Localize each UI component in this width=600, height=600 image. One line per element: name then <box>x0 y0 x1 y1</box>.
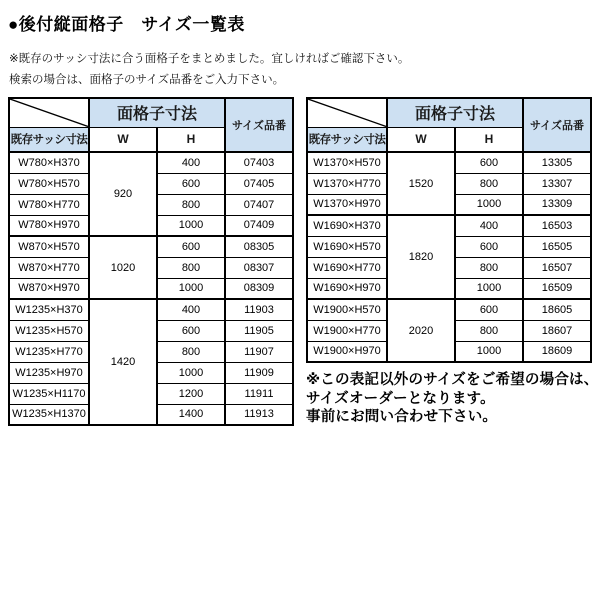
grille-height-cell: 600 <box>157 173 225 194</box>
grille-height-cell: 600 <box>157 236 225 257</box>
sash-size-cell: W1235×H970 <box>9 362 89 383</box>
sash-size-cell: W870×H970 <box>9 278 89 299</box>
size-code-header: サイズ品番 <box>225 98 293 152</box>
size-table-right <box>306 97 592 363</box>
grille-height-cell: 400 <box>455 215 523 236</box>
size-code-cell: 18609 <box>523 341 591 362</box>
sash-size-cell: W1690×H370 <box>307 215 387 236</box>
h-column-header: H <box>455 127 523 152</box>
sash-size-cell: W1690×H570 <box>307 236 387 257</box>
size-table-left <box>8 97 294 426</box>
grille-height-cell: 800 <box>455 173 523 194</box>
size-code-cell: 16507 <box>523 257 591 278</box>
bottom-note-line1: ※この表記以外のサイズをご希望の場合は、 <box>306 372 599 388</box>
sash-size-cell: W1235×H370 <box>9 299 89 320</box>
bottom-note-line3: 事前にお問い合わせ下さい。 <box>306 409 498 425</box>
grille-height-cell: 1000 <box>455 194 523 215</box>
w-column-header: W <box>387 127 455 152</box>
top-note-line1: ※既存のサッシ寸法に合う面格子をまとめました。宜しければご確認下さい。 <box>9 53 410 65</box>
size-code-cell: 07409 <box>225 215 293 236</box>
sash-size-cell: W1900×H970 <box>307 341 387 362</box>
grille-width-cell: 1020 <box>89 236 157 299</box>
grille-height-cell: 1000 <box>157 362 225 383</box>
diagonal-line <box>308 99 386 127</box>
table-row <box>307 299 591 320</box>
table-row <box>307 152 591 173</box>
size-code-cell: 07407 <box>225 194 293 215</box>
size-code-cell: 13305 <box>523 152 591 173</box>
size-code-cell: 11911 <box>225 383 293 404</box>
diagonal-header-cell <box>307 98 387 127</box>
sash-size-cell: W780×H570 <box>9 173 89 194</box>
size-code-cell: 18605 <box>523 299 591 320</box>
sash-size-cell: W1370×H570 <box>307 152 387 173</box>
sash-size-cell: W870×H570 <box>9 236 89 257</box>
grille-height-cell: 1000 <box>157 215 225 236</box>
sash-size-cell: W1690×H770 <box>307 257 387 278</box>
bottom-note-line2: サイズオーダーとなります。 <box>306 390 495 407</box>
sash-size-cell: W1370×H770 <box>307 173 387 194</box>
size-code-cell: 13307 <box>523 173 591 194</box>
existing-sash-header: 既存サッシ寸法 <box>307 127 387 152</box>
grille-height-cell: 1000 <box>455 278 523 299</box>
grille-size-header: 面格子寸法 <box>89 98 225 127</box>
sash-size-cell: W780×H770 <box>9 194 89 215</box>
grille-height-cell: 1000 <box>455 341 523 362</box>
diagonal-header-cell <box>9 98 89 127</box>
grille-width-cell: 2020 <box>387 299 455 362</box>
grille-width-cell: 1520 <box>387 152 455 215</box>
page-title: ●後付縦面格子 サイズ一覧表 <box>8 15 245 34</box>
w-column-header: W <box>89 127 157 152</box>
table-header-row <box>9 98 293 127</box>
size-code-cell: 08309 <box>225 278 293 299</box>
sash-size-cell: W1370×H970 <box>307 194 387 215</box>
sash-size-cell: W870×H770 <box>9 257 89 278</box>
sash-size-cell: W1900×H570 <box>307 299 387 320</box>
size-code-cell: 11907 <box>225 341 293 362</box>
size-code-cell: 13309 <box>523 194 591 215</box>
bottom-note <box>306 371 598 427</box>
table-body <box>9 152 293 425</box>
size-code-cell: 07405 <box>225 173 293 194</box>
top-note-line2: 検索の場合は、面格子のサイズ品番をご入力下さい。 <box>9 74 285 86</box>
sash-size-cell: W1235×H1370 <box>9 404 89 425</box>
grille-height-cell: 600 <box>455 299 523 320</box>
size-code-cell: 07403 <box>225 152 293 173</box>
sash-size-cell: W780×H970 <box>9 215 89 236</box>
grille-height-cell: 600 <box>455 152 523 173</box>
table-row <box>9 236 293 257</box>
grille-height-cell: 800 <box>157 194 225 215</box>
grille-height-cell: 400 <box>157 152 225 173</box>
size-code-cell: 16503 <box>523 215 591 236</box>
size-code-cell: 11909 <box>225 362 293 383</box>
grille-height-cell: 1000 <box>157 278 225 299</box>
grille-height-cell: 600 <box>157 320 225 341</box>
h-column-header: H <box>157 127 225 152</box>
size-code-cell: 08305 <box>225 236 293 257</box>
size-code-cell: 08307 <box>225 257 293 278</box>
grille-height-cell: 800 <box>455 320 523 341</box>
size-code-cell: 11905 <box>225 320 293 341</box>
existing-sash-header: 既存サッシ寸法 <box>9 127 89 152</box>
size-code-cell: 11913 <box>225 404 293 425</box>
grille-width-cell: 920 <box>89 152 157 236</box>
table-header-row <box>307 98 591 127</box>
sash-size-cell: W1235×H570 <box>9 320 89 341</box>
grille-width-cell: 1820 <box>387 215 455 299</box>
sash-size-cell: W1900×H770 <box>307 320 387 341</box>
table-body <box>307 152 591 362</box>
grille-height-cell: 600 <box>455 236 523 257</box>
sash-size-cell: W1235×H770 <box>9 341 89 362</box>
grille-height-cell: 800 <box>455 257 523 278</box>
grille-height-cell: 400 <box>157 299 225 320</box>
sash-size-cell: W1690×H970 <box>307 278 387 299</box>
grille-height-cell: 800 <box>157 341 225 362</box>
grille-height-cell: 1400 <box>157 404 225 425</box>
sash-size-cell: W1235×H1170 <box>9 383 89 404</box>
size-code-cell: 16509 <box>523 278 591 299</box>
grille-size-header: 面格子寸法 <box>387 98 523 127</box>
size-code-cell: 16505 <box>523 236 591 257</box>
table-row <box>9 152 293 173</box>
grille-height-cell: 800 <box>157 257 225 278</box>
table-row <box>307 215 591 236</box>
table-row <box>9 299 293 320</box>
sash-size-cell: W780×H370 <box>9 152 89 173</box>
grille-height-cell: 1200 <box>157 383 225 404</box>
diagonal-line <box>10 99 88 127</box>
size-code-header: サイズ品番 <box>523 98 591 152</box>
size-code-cell: 18607 <box>523 320 591 341</box>
grille-width-cell: 1420 <box>89 299 157 425</box>
size-code-cell: 11903 <box>225 299 293 320</box>
